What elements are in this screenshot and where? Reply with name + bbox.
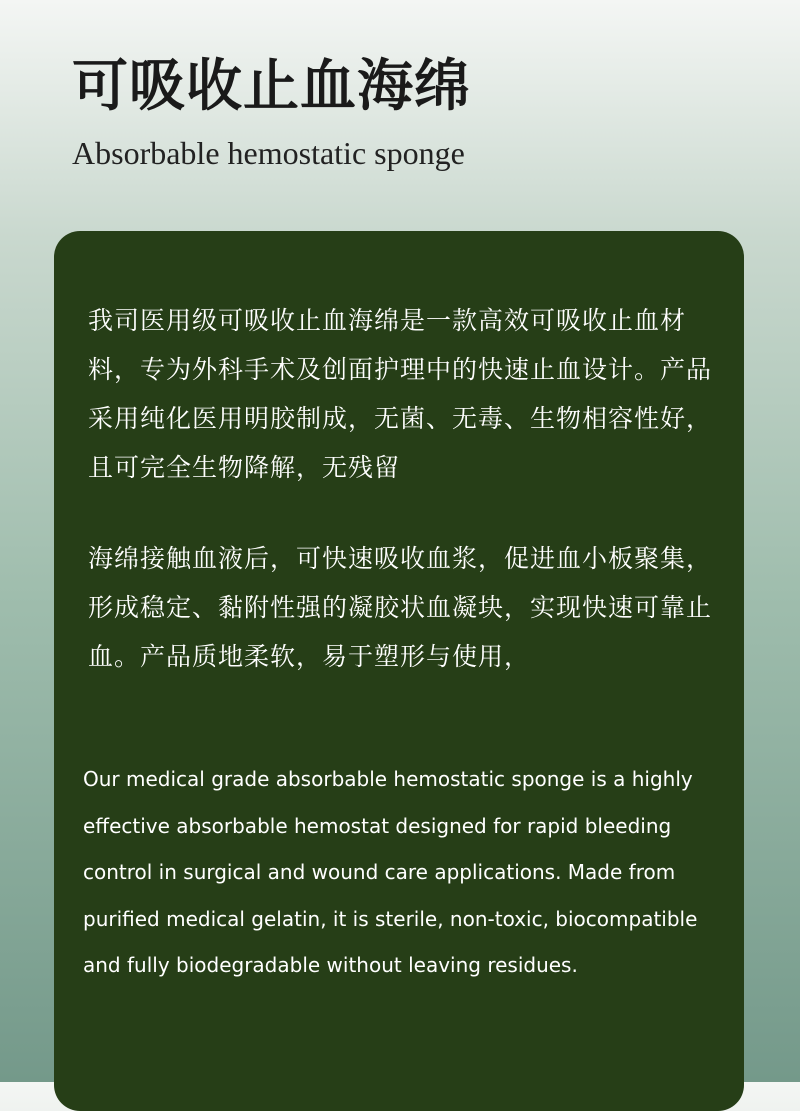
page-subtitle: Absorbable hemostatic sponge [72, 135, 465, 171]
description-en-paragraph: Our medical grade absorbable hemostatic sponge is a highly effective absorbable hemostat designed for rapid bleeding control in surgical and wound care applications. Made from purified medical gelatin, it is sterile, non-toxic, biocompatible and fully biodegradable without leaving residues. [83, 767, 698, 977]
description-zh-paragraph-1: 我司医用级可吸收止血海绵是一款高效可吸收止血材料，专为外科手术及创面护理中的快速止血设计。产品采用纯化医用明胶制成，无菌、无毒、生物相容性好，且可完全生物降解，无残留 [88, 306, 713, 482]
page-title: 可吸收止血海绵 [72, 53, 471, 119]
description-zh-paragraph-2: 海绵接触血液后，可快速吸收血浆，促进血小板聚集，形成稳定、黏附性强的凝胶状血凝块，实现快速可靠止血。产品质地柔软，易于塑形与使用， [88, 544, 713, 671]
